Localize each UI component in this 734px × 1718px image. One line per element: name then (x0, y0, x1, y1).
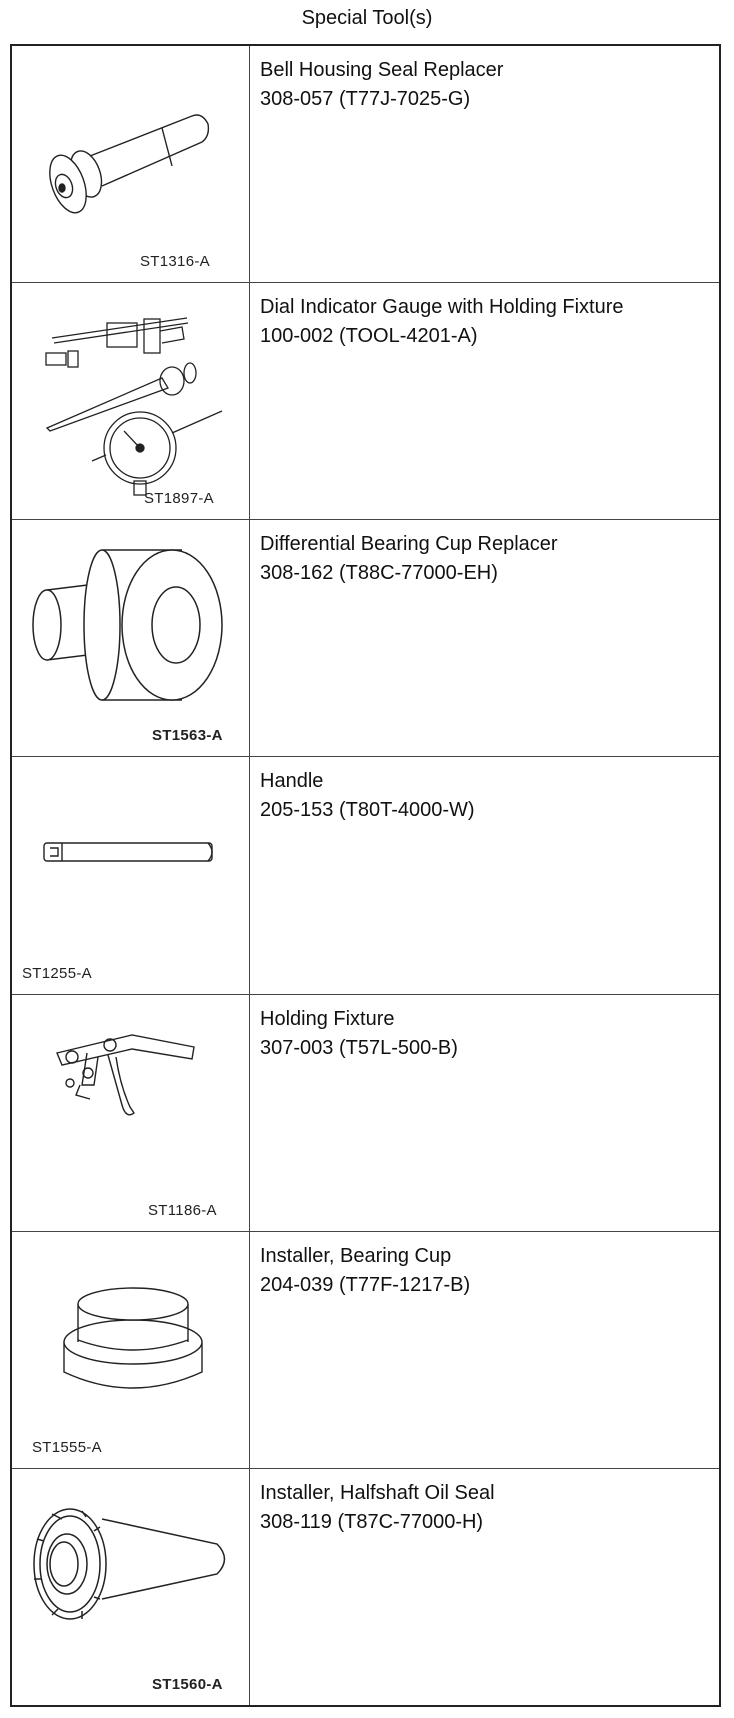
tool-illustration-cell (11, 282, 250, 519)
tool-description-cell (250, 1469, 721, 1706)
tool-description-cell (250, 520, 721, 757)
tool-illustration-cell (11, 520, 250, 757)
tool-code: ST1316-A (140, 252, 210, 270)
dial-indicator-icon (12, 283, 249, 519)
tool-code: ST1555-A (32, 1439, 102, 1457)
tool-illustration-cell (11, 1231, 250, 1468)
tool-code: ST1186-A (148, 1201, 217, 1219)
tool-row (11, 1469, 720, 1706)
tool-number: 204-039 (T77F-1217-B) (260, 1273, 471, 1296)
tool-row (11, 45, 720, 282)
tool-description-cell (250, 1231, 721, 1468)
bearing-cup-replacer-icon (12, 520, 249, 756)
tool-number: 100-002 (TOOL-4201-A) (260, 324, 478, 347)
handle-icon (12, 757, 249, 993)
tool-description-cell (250, 994, 721, 1231)
tool-code: ST1560-A (152, 1676, 223, 1693)
tool-number: 307-003 (T57L-500-B) (260, 1036, 458, 1059)
tool-number: 205-153 (T80T-4000-W) (260, 799, 475, 822)
tool-description-cell (250, 45, 721, 282)
bearing-cup-installer-icon (12, 1232, 249, 1468)
special-tools-table (10, 44, 721, 1707)
tool-row (11, 520, 720, 757)
tool-name: Bell Housing Seal Replacer (260, 59, 504, 81)
tool-illustration-cell (11, 1469, 250, 1706)
oil-seal-installer-icon (12, 1469, 249, 1705)
tool-number: 308-057 (T77J-7025-G) (260, 88, 471, 110)
tool-code: ST1897-A (144, 490, 214, 508)
tool-description-cell (250, 282, 721, 519)
tool-name: Installer, Halfshaft Oil Seal (260, 1482, 495, 1505)
tool-name: Holding Fixture (260, 1007, 395, 1030)
tool-code: ST1255-A (22, 964, 92, 982)
tool-name: Differential Bearing Cup Replacer (260, 533, 558, 556)
tool-code: ST1563-A (152, 727, 223, 745)
page-title: Special Tool(s) (301, 7, 433, 29)
tool-name: Installer, Bearing Cup (260, 1244, 452, 1267)
tool-name: Dial Indicator Gauge with Holding Fixture (260, 295, 624, 318)
tool-illustration-cell (11, 45, 250, 282)
tool-number: 308-119 (T87C-77000-H) (260, 1511, 484, 1534)
tool-row (11, 1231, 720, 1468)
holding-fixture-icon (12, 995, 249, 1231)
tool-row (11, 994, 720, 1231)
tool-description-cell (250, 757, 721, 994)
tool-row (11, 757, 720, 994)
tool-illustration-cell (11, 994, 250, 1231)
tool-number: 308-162 (T88C-77000-EH) (260, 562, 498, 585)
tool-row (11, 282, 720, 519)
seal-replacer-icon (12, 46, 249, 282)
tool-illustration-cell (11, 757, 250, 994)
tool-name: Handle (260, 770, 324, 793)
